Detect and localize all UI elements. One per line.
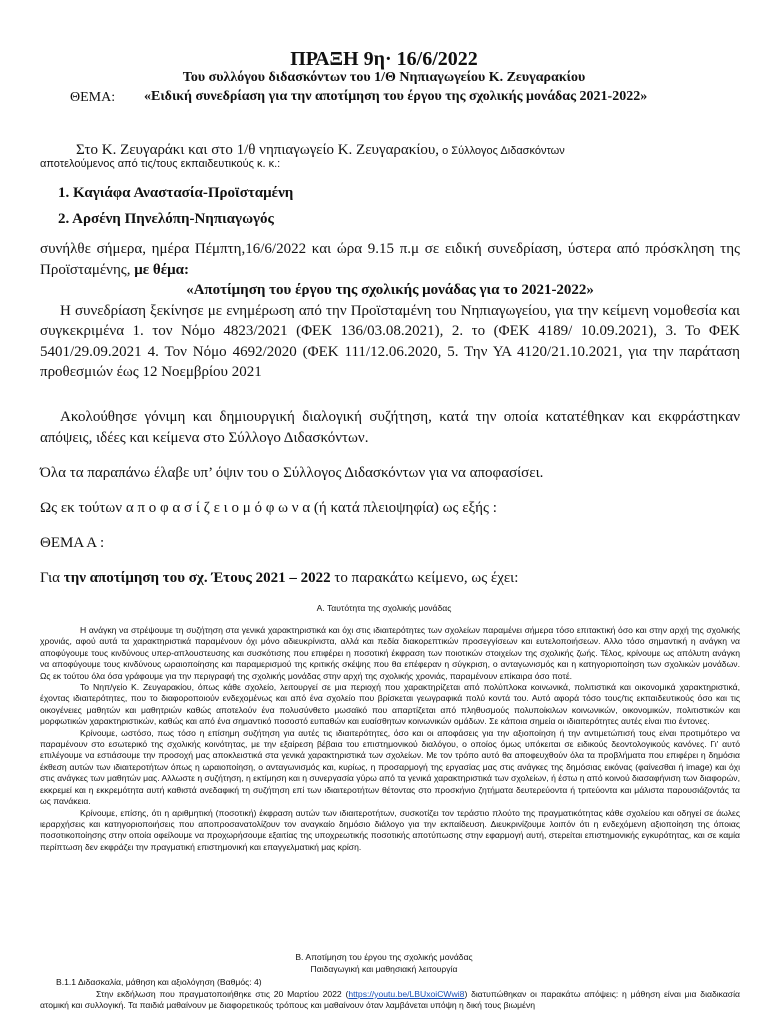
youtube-link[interactable]: https://youtu.be/LBUxoiCWwi8 <box>348 989 465 999</box>
thema-a-label: ΘΕΜΑ Α : <box>40 535 105 551</box>
document-title: ΠΡΑΞΗ 9η· 16/6/2022 <box>290 48 478 70</box>
para1-center: «Αποτίμηση του έργου της σχολικής μονάδας για το 2021-2022» <box>186 282 594 298</box>
section-b-item-label: Β.1.1 Διδασκαλία, μάθηση και αξιολόγηση (Βαθμός: 4) <box>56 977 262 987</box>
para6-text-2: το παρακάτω κείμενο, ως έχει: <box>330 570 519 586</box>
intro-small: ο Σύλλογος Διδασκόντων <box>439 145 565 157</box>
para1-text: συνήλθε σήμερα, ημέρα Πέμπτη,16/6/2022 και ώρα 9.15 π.μ σε ειδική συνεδρίαση, ύστερα από πρόσκληση της Προϊσταμένης, <box>40 241 740 278</box>
members-list <box>58 180 293 232</box>
member-item: 1. Καγιάφα Αναστασία-Προϊσταμένη <box>58 185 294 201</box>
section-b-subheading: Παιδαγωγική και μαθησιακή λειτουργία <box>310 964 458 974</box>
para6 <box>40 570 740 587</box>
section-a-paragraph: Κρίνουμε, επίσης, ότι η αριθμητική (ποσοτική) έκφραση αυτών των ιδιαιτεροτήτων, συσκοτίζει τον τεράστιο πλούτο της πραγματικότητας κάθε σχολείου και οδηγεί σε άωλες ιεραρχήσεις και κατηγοριοποιήσεις που αποπροσανατολίζουν τον αναγκαίο δημόσιο διάλογο για την εκπαίδευση. Διευκρινίζουμε λοιπόν ότι η ενδεχόμενη αξιοποίηση της όποιας ποσοτικοποίησης στην οποία οφείλουμε να προχωρήσουμε εξαιτίας της υποχρεωτικής ποσοτικής αποτύπωσης στην εφαρμογή αυτή, στερείται επιστημονικής εγκυρότητας, και σε καμία περίπτωση δεν εκφράζει την πραγματική επιστημονική και επαγγελματική μας κρίση. <box>40 807 740 852</box>
para4-text: Όλα τα παραπάνω έλαβε υπ’ όψιν του ο Σύλλογος Διδασκόντων για να αποφασίσει. <box>40 465 544 481</box>
section-a-paragraph: Η ανάγκη να στρέψουμε τη συζήτηση στα γενικά χαρακτηριστικά και όχι στις ιδιαιτερότητες των σχολείων παραμένει σήμερα τόσο επιτακτική όσο και στην αρχή της σχολικής χρονιάς, αφού αυτά τα χαρακτηριστικά παραμένουν όχι μόνο αδιευκρίνιστα, αλλά και πεδία διακορεπτικών προσεγγίσεων και ευτελοποιήσεων. Αλλο τόσο σημαντική η ανάγκη να αποφύγουμε τους κινδύνους υπερ-απλουστευσης και συσκότισης που επιφέρει η ποσοτική έκφραση των ποιοτικών στοιχείων της σχολικής ζωής. Τέλος, κρίνουμε ως απόλυτη ανάγκη να αποφύγουμε τους κινδύνους ωραιοποίησης και παραμερισμού της κριτικής σκέψης που θα επέφεραν η σύγκριση, ο ανταγωνισμός και η κατηγοριοποίηση των σχολικών μονάδων. Ως εκ τούτου όλα όσα γράφουμε για την περιγραφή της σχολικής μονάδας στην αρχή της σχολικής χρονιάς, παραμένουν επίκαιρα όσο ποτέ. <box>40 625 740 681</box>
para3-text: Ακολούθησε γόνιμη και δημιουργική διαλογική συζήτηση, κατά την οποία κατατέθηκαν και εκφράστηκαν απόψεις, ιδέες και κείμενα στο Σύλλογο Διδασκόντων. <box>40 409 740 446</box>
intro-main: Στο Κ. Ζευγαράκι και στο 1/θ νηπιαγωγείο Κ. Ζευγαρακίου, <box>76 142 440 158</box>
section-b-item-text <box>40 989 740 1012</box>
thema-text: «Ειδική συνεδρίαση για την αποτίμηση του έργου της σχολικής μονάδας 2021-2022» <box>144 89 648 104</box>
session-paragraph <box>40 239 740 383</box>
item-text-start: Στην εκδήλωση που πραγματοποιήθηκε στις 20 Μαρτίου 2022 ( <box>96 989 349 999</box>
section-b-heading: Β. Αποτίμηση του έργου της σχολικής μονάδας <box>295 952 473 962</box>
intro-line-2: αποτελούμενος από τις/τους εκπαιδευτικούς κ. κ.: <box>40 158 281 170</box>
thema-label: ΘΕΜΑ: <box>70 90 116 105</box>
para6-bold: την αποτίμηση του σχ. Έτους 2021 – 2022 <box>60 570 331 586</box>
document-subtitle: Του συλλόγου διδασκόντων του 1/Θ Νηπιαγωγείου Κ. Ζευγαρακίου <box>182 70 586 85</box>
section-a-paragraph: Το Νηπ/γείο Κ. Ζευγαρακίου, όπως κάθε σχολείο, λειτουργεί σε μια περιοχή που χαρακτηρίζεται από πολύπλοκα κοινωνικά, πολιτιστικά και οικονομικά χαρακτηριστικά, έχοντας ιδιαιτερότητες, που το διαφοροποιούν ενδεχομένως και από ένα σχολείο που βρίσκεται γεωγραφικά πολύ κοντά του. Αυτό αφορά τόσο τους/τις εκπαιδευτικούς όσο και τις οικογένειες μαθητών και μαθητριών καθώς αποτελούν ένα πολυσύνθετο μωσαϊκό που απαρτίζεται από πληθυσμούς πολυποίκιλων κοινωνικών, οικονομικών, πολιτιστικών και μορφωτικών χαρακτηριστικών, καθώς και από ένα σημαντικό ποσοστό ευπαθών και ευαίσθητων κοινωνικών ομάδων. Σε κάποια σημεία οι ιδιαιτερότητες αυτές είναι πιο έντονες. <box>40 682 740 727</box>
para1-bold: με θέμα: <box>130 261 190 278</box>
section-a-body <box>40 625 740 853</box>
para5-text: Ως εκ τούτων α π ο φ α σ ί ζ ε ι ο μ ό φ ω ν α (ή κατά πλειοψηφία) ως εξής : <box>40 500 497 516</box>
para2-text: Η συνεδρίαση ξεκίνησε με ενημέρωση από την Προϊσταμένη του Νηπιαγωγείου, για την κείμενη νομοθεσία και συγκεκριμένα 1. τον Νόμο 4823/2021 (ΦΕΚ 136/03.08.2021), 2. το (ΦΕΚ 4189/ 10.09.2021), 3. Το ΦΕΚ 5401/29.09.2021 4. Τον Νόμο 4692/2020 (ΦΕΚ 111/12.06.2020, 5. Την ΥΑ 4120/21.10.2021, για την παράταση προθεσμιών έως 12 Νοεμβρίου 2021 <box>40 302 740 380</box>
para6-text: Για <box>40 570 61 586</box>
section-a-paragraph: Κρίνουμε, ωστόσο, πως τόσο η επίσημη συζήτηση για αυτές τις ιδιαιτερότητες, όσο και οι αποφάσεις για την αξιοποίηση ή την αντιμετώπισή τους είναι προτιμότερο να παραμένουν στο εσωτερικό της σχολικής κοινότητας, με την εξαίρεση βέβαια του επιστημονικού διαλόγου, ο οποίος όμως υπόκειται σε ειδικούς δεοντολογικούς κανόνες. Γι' αυτό επιλέγουμε να εστιάσουμε την προσοχή μας αποκλειστικά στα γενικά χαρακτηριστικά των σχολείων. Με τον τρόπο αυτό θα αποφευχθούν όλα τα προβλήματα που επιφέρει η δημόσια έκθεση αυτών των ιδιαιτεροτήτων όπως η ωραιοποίηση, ο ανταγωνισμός και, κυρίως, η προσαρμογή της εργασίας μας στις ανάγκες της δημόσιας εικόνας (φαίνεσθαι ή image) και όχι στις ανάγκες των μαθητών μας. Αλλωστε η συζήτηση, η εκτίμηση και η συνεργασία γύρω από τα γενικά χαρακτηριστικά των σχολείων, ή έστω η από κοινού διασαφήνιση των διαφορών, εκκρεμεί και η εκκρεμότητα αυτή καθιστά ανεδαφική τη συζήτηση επί των ιδιαιτεροτήτων θέτοντας στο προσκήνιο ζητήματα δευτερεύοντα ή τριτεύοντα και μάλιστα παρουσιάζοντάς τα ως πανάκεια. <box>40 727 740 807</box>
member-item: 2. Αρσένη Πηνελόπη-Νηπιαγωγός <box>58 211 274 227</box>
section-a-heading: Α. Ταυτότητα της σχολικής μονάδας <box>316 603 452 613</box>
item-text-end: ) διατυπώθηκαν οι παρακάτω απόψεις: η μάθηση είναι μια διαδικασία ατομική και συλλογική. Τα παιδιά μαθαίνουν με διαφορετικούς τρόπους και μαθαίνουν όταν λαμβάνεται υπόψη η δική τους βιωμένη <box>40 989 740 1011</box>
